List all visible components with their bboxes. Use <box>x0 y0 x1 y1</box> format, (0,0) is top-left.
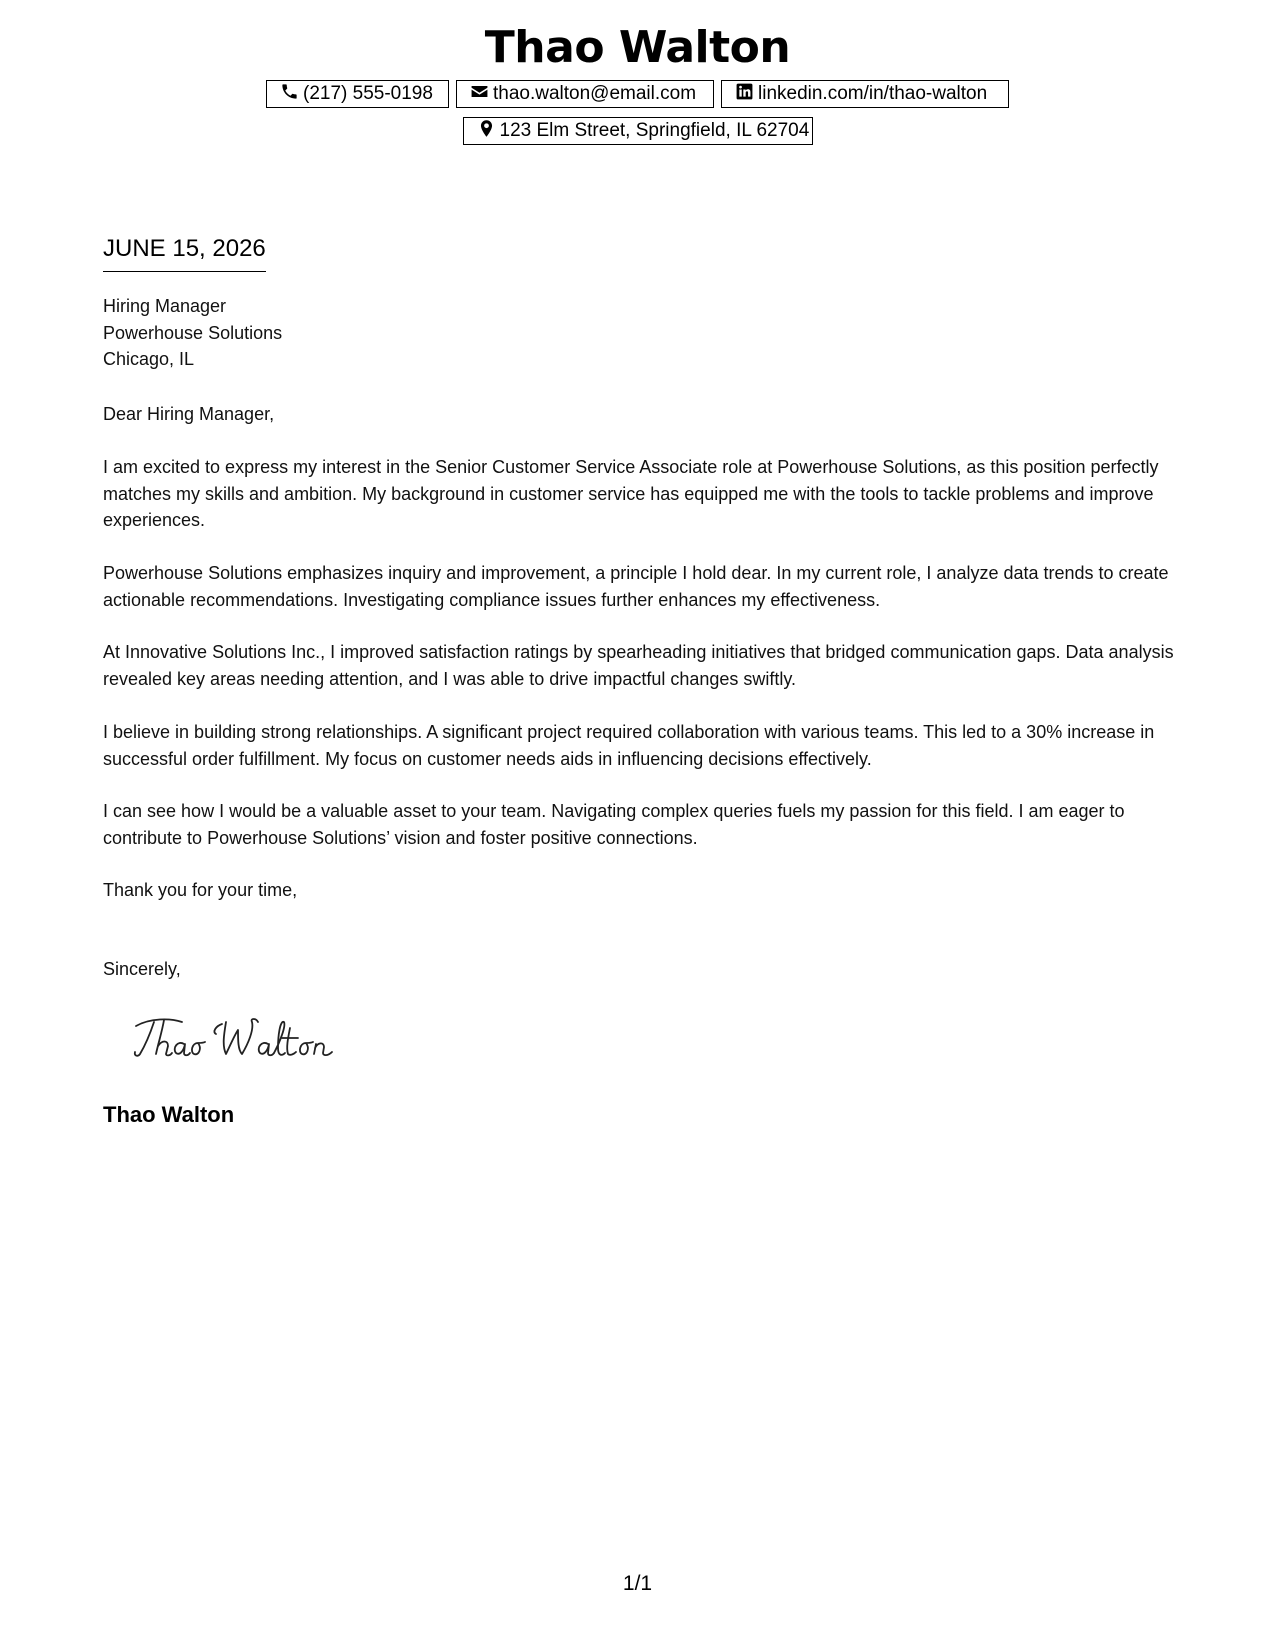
street-address: 123 Elm Street, Springfield, IL 62704 <box>499 120 810 141</box>
envelope-icon <box>470 82 493 107</box>
contact-row-secondary <box>0 117 1275 145</box>
letter-date: JUNE 15, 2026 <box>103 234 266 272</box>
signer-name: Thao Walton <box>103 1102 235 1127</box>
body-paragraph: I am excited to express my interest in the Senior Customer Service Associate role at Powerhouse Solutions, as this position perfectly matches my skills and ambition. My background in customer service has equipped me with the tools to tackle problems and improve experiences. <box>103 457 1159 530</box>
recipient-company: Powerhouse Solutions <box>103 322 283 343</box>
handwritten-signature <box>130 1010 340 1066</box>
linkedin-chip[interactable] <box>721 80 1009 108</box>
email-address: thao.walton@email.com <box>493 83 697 104</box>
body-paragraph: I can see how I would be a valuable asset to your team. Navigating complex queries fuels my passion for this field. I am eager to contribute to Powerhouse Solutions’ vision and foster positive connections. <box>103 801 1125 848</box>
closing-line: Sincerely, <box>103 959 181 979</box>
phone-icon <box>280 82 303 107</box>
body-paragraph: Powerhouse Solutions emphasizes inquiry and improvement, a principle I hold dear. In my current role, I analyze data trends to create actionable recommendations. Investigating compliance issues further enhances my effectiveness. <box>103 563 1169 610</box>
thanks-line: Thank you for your time, <box>103 880 298 900</box>
phone-number: (217) 555-0198 <box>303 83 433 104</box>
linkedin-icon <box>735 82 758 107</box>
map-pin-icon <box>477 119 500 144</box>
salutation: Dear Hiring Manager, <box>103 404 275 424</box>
body-paragraph: At Innovative Solutions Inc., I improved satisfaction ratings by spearheading initiatives that bridged communication gaps. Data analysis revealed key areas needing attention, and I was able to drive impactful changes swiftly. <box>103 642 1174 689</box>
body-paragraph: I believe in building strong relationships. A significant project required collaboration with various teams. This led to a 30% increase in successful order fulfillment. My focus on customer needs aids in influencing decisions effectively. <box>103 722 1155 769</box>
email-chip[interactable] <box>456 80 714 108</box>
recipient-title: Hiring Manager <box>103 296 227 316</box>
address-chip[interactable] <box>463 117 813 145</box>
recipient-location: Chicago, IL <box>103 349 195 369</box>
page-indicator: 1/1 <box>622 1572 653 1595</box>
phone-chip[interactable] <box>266 80 449 108</box>
recipient-block <box>103 293 282 373</box>
contact-row-primary <box>0 80 1275 108</box>
date-block <box>103 234 266 272</box>
linkedin-url: linkedin.com/in/thao-walton <box>758 83 988 104</box>
applicant-name: Thao Walton <box>484 22 791 73</box>
